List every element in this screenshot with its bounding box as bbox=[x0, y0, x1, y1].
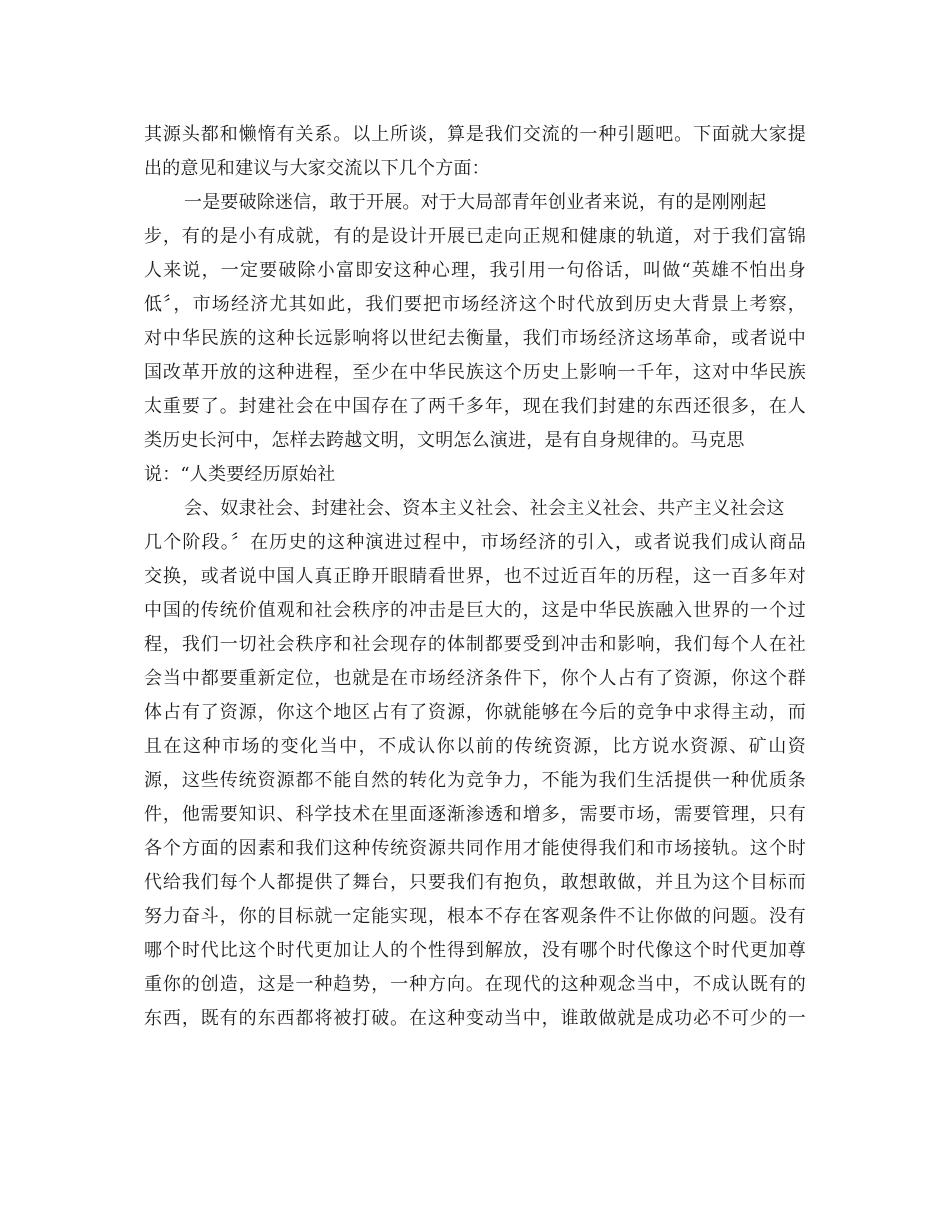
text-line: 对中华民族的这种长远影响将以世纪去衡量，我们市场经济这场革命，或者说中 bbox=[144, 328, 806, 349]
text-line: 低〞，市场经济尤其如此，我们要把市场经济这个时代放到历史大背景上考察， bbox=[144, 294, 806, 315]
text-line: 中国的传统价值观和社会秩序的冲击是巨大的，这是中华民族融入世界的一个过 bbox=[144, 600, 806, 621]
text-line: 哪个时代比这个时代更加让人的个性得到解放，没有哪个时代像这个时代更加尊 bbox=[144, 940, 806, 961]
text-line: 重你的创造，这是一种趋势，一种方向。在现代的这种观念当中，不成认既有的 bbox=[144, 974, 806, 995]
text-line: 太重要了。封建社会在中国存在了两千多年，现在我们封建的东西还很多，在人 bbox=[144, 396, 806, 417]
text-line: 各个方面的因素和我们这种传统资源共同作用才能使得我们和市场接轨。这个时 bbox=[144, 838, 806, 859]
text-line: 东西，既有的东西都将被打破。在这种变动当中，谁敢做就是成功必不可少的一 bbox=[144, 1008, 806, 1029]
text-line: 程，我们一切社会秩序和社会现存的体制都要受到冲击和影响，我们每个人在社 bbox=[144, 634, 806, 655]
body-text bbox=[144, 118, 806, 1036]
text-line: 出的意见和建议与大家交流以下几个方面： bbox=[144, 158, 490, 179]
paragraph-first-line: 一是要破除迷信，敢于开展。对于大局部青年创业者来说，有的是刚刚起 bbox=[184, 192, 767, 213]
text-line: 且在这种市场的变化当中，不成认你以前的传统资源，比方说水资源、矿山资 bbox=[144, 736, 806, 757]
text-line: 源，这些传统资源都不能自然的转化为竞争力，不能为我们生活提供一种优质条 bbox=[144, 770, 806, 791]
paragraph-first-line: 会、奴隶社会、封建社会、资本主义社会、社会主义社会、共产主义社会这 bbox=[184, 498, 785, 519]
text-line: 代给我们每个人都提供了舞台，只要我们有抱负，敢想敢做，并且为这个目标而 bbox=[144, 872, 806, 893]
text-line: 步，有的是小有成就，有的是设计开展已走向正规和健康的轨道，对于我们富锦 bbox=[144, 226, 806, 247]
text-line: 说：“人类要经历原始社 bbox=[144, 464, 336, 485]
text-line: 国改革开放的这种进程，至少在中华民族这个历史上影响一千年，这对中华民族 bbox=[144, 362, 806, 383]
text-line: 类历史长河中，怎样去跨越文明，文明怎么演进，是有自身规律的。马克思 bbox=[144, 430, 745, 451]
text-line: 努力奋斗，你的目标就一定能实现，根本不存在客观条件不让你做的问题。没有 bbox=[144, 906, 806, 927]
text-line: 人来说，一定要破除小富即安这种心理，我引用一句俗话，叫做“英雄不怕出身 bbox=[144, 260, 806, 281]
text-line: 其源头都和懒惰有关系。以上所谈，算是我们交流的一种引题吧。下面就大家提 bbox=[144, 124, 806, 145]
text-line: 件，他需要知识、科学技术在里面逐渐渗透和增多，需要市场，需要管理，只有 bbox=[144, 804, 806, 825]
text-line: 会当中都要重新定位，也就是在市场经济条件下，你个人占有了资源，你这个群 bbox=[144, 668, 806, 689]
text-line: 体占有了资源，你这个地区占有了资源，你就能够在今后的竞争中求得主动，而 bbox=[144, 702, 806, 723]
text-line: 几个阶段。〞在历史的这种演进过程中，市场经济的引入，或者说我们成认商品 bbox=[144, 532, 806, 553]
text-line: 交换，或者说中国人真正睁开眼睛看世界，也不过近百年的历程，这一百多年对 bbox=[144, 566, 806, 587]
